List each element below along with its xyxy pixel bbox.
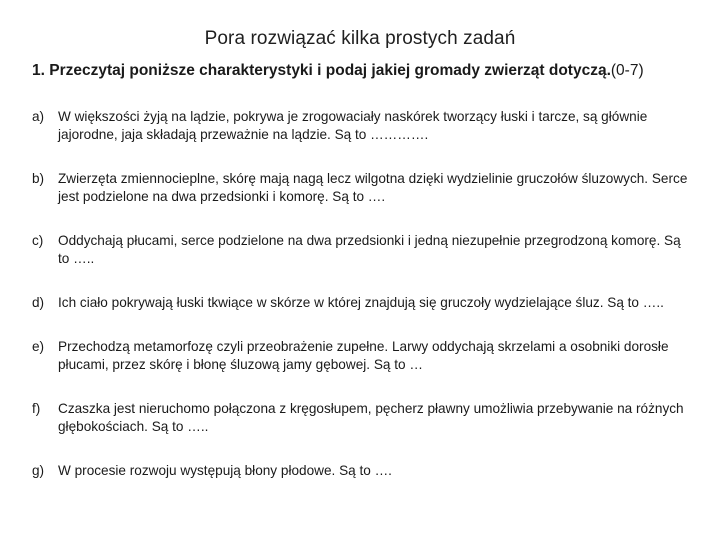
item-marker: e)	[32, 339, 45, 354]
item-marker: c)	[32, 233, 44, 248]
item-marker: a)	[32, 109, 45, 124]
item-text: Oddychają płucami, serce podzielone na dwa przedsionki i jedną niezupełnie przegrodzoną komorę. Są to …..	[58, 233, 681, 266]
item-text: Przechodzą metamorfozę czyli przeobrażenie zupełne. Larwy oddychają skrzelami a osobniki dorosłe płucami, przez skórę i błonę śluzową jamy gębowej. Są to …	[58, 339, 669, 372]
question-item-c	[32, 232, 692, 268]
task-points-range: (0-7)	[610, 62, 644, 79]
question-item-a	[32, 108, 692, 144]
item-marker: d)	[32, 295, 45, 310]
task-heading-text: 1. Przeczytaj poniższe charakterystyki i podaj jakiej gromady zwierząt dotyczą.	[32, 62, 611, 79]
question-list	[32, 108, 692, 506]
item-text: Zwierzęta zmiennocieplne, skórę mają nagą lecz wilgotna dzięki wydzielinie gruczołów śluzowych. Serce jest podzielone na dwa przedsionki i komorę. Są to ….	[58, 171, 688, 204]
question-item-b	[32, 170, 692, 206]
item-text: Czaszka jest nieruchomo połączona z kręgosłupem, pęcherz pławny umożliwia przebywanie na różnych głębokościach. Są to …..	[58, 401, 684, 434]
item-marker: g)	[32, 463, 45, 478]
item-text: W procesie rozwoju występują błony płodowe. Są to ….	[58, 463, 392, 478]
question-item-e	[32, 338, 692, 374]
question-item-g	[32, 462, 692, 480]
item-text: Ich ciało pokrywają łuski tkwiące w skórze w której znajdują się gruczoły wydzielające śluz. Są to …..	[58, 295, 664, 310]
task-heading	[32, 62, 700, 80]
item-text: W większości żyją na lądzie, pokrywa je zrogowaciały naskórek tworzący łuski i tarcze, są głównie jajorodne, jaja składają przeważnie na lądzie. Są to ………….	[58, 109, 648, 142]
item-marker: b)	[32, 171, 45, 186]
question-item-f	[32, 400, 692, 436]
slide-title: Pora rozwiązać kilka prostych zadań	[204, 28, 516, 49]
item-marker: f)	[32, 401, 41, 416]
question-item-d	[32, 294, 692, 312]
